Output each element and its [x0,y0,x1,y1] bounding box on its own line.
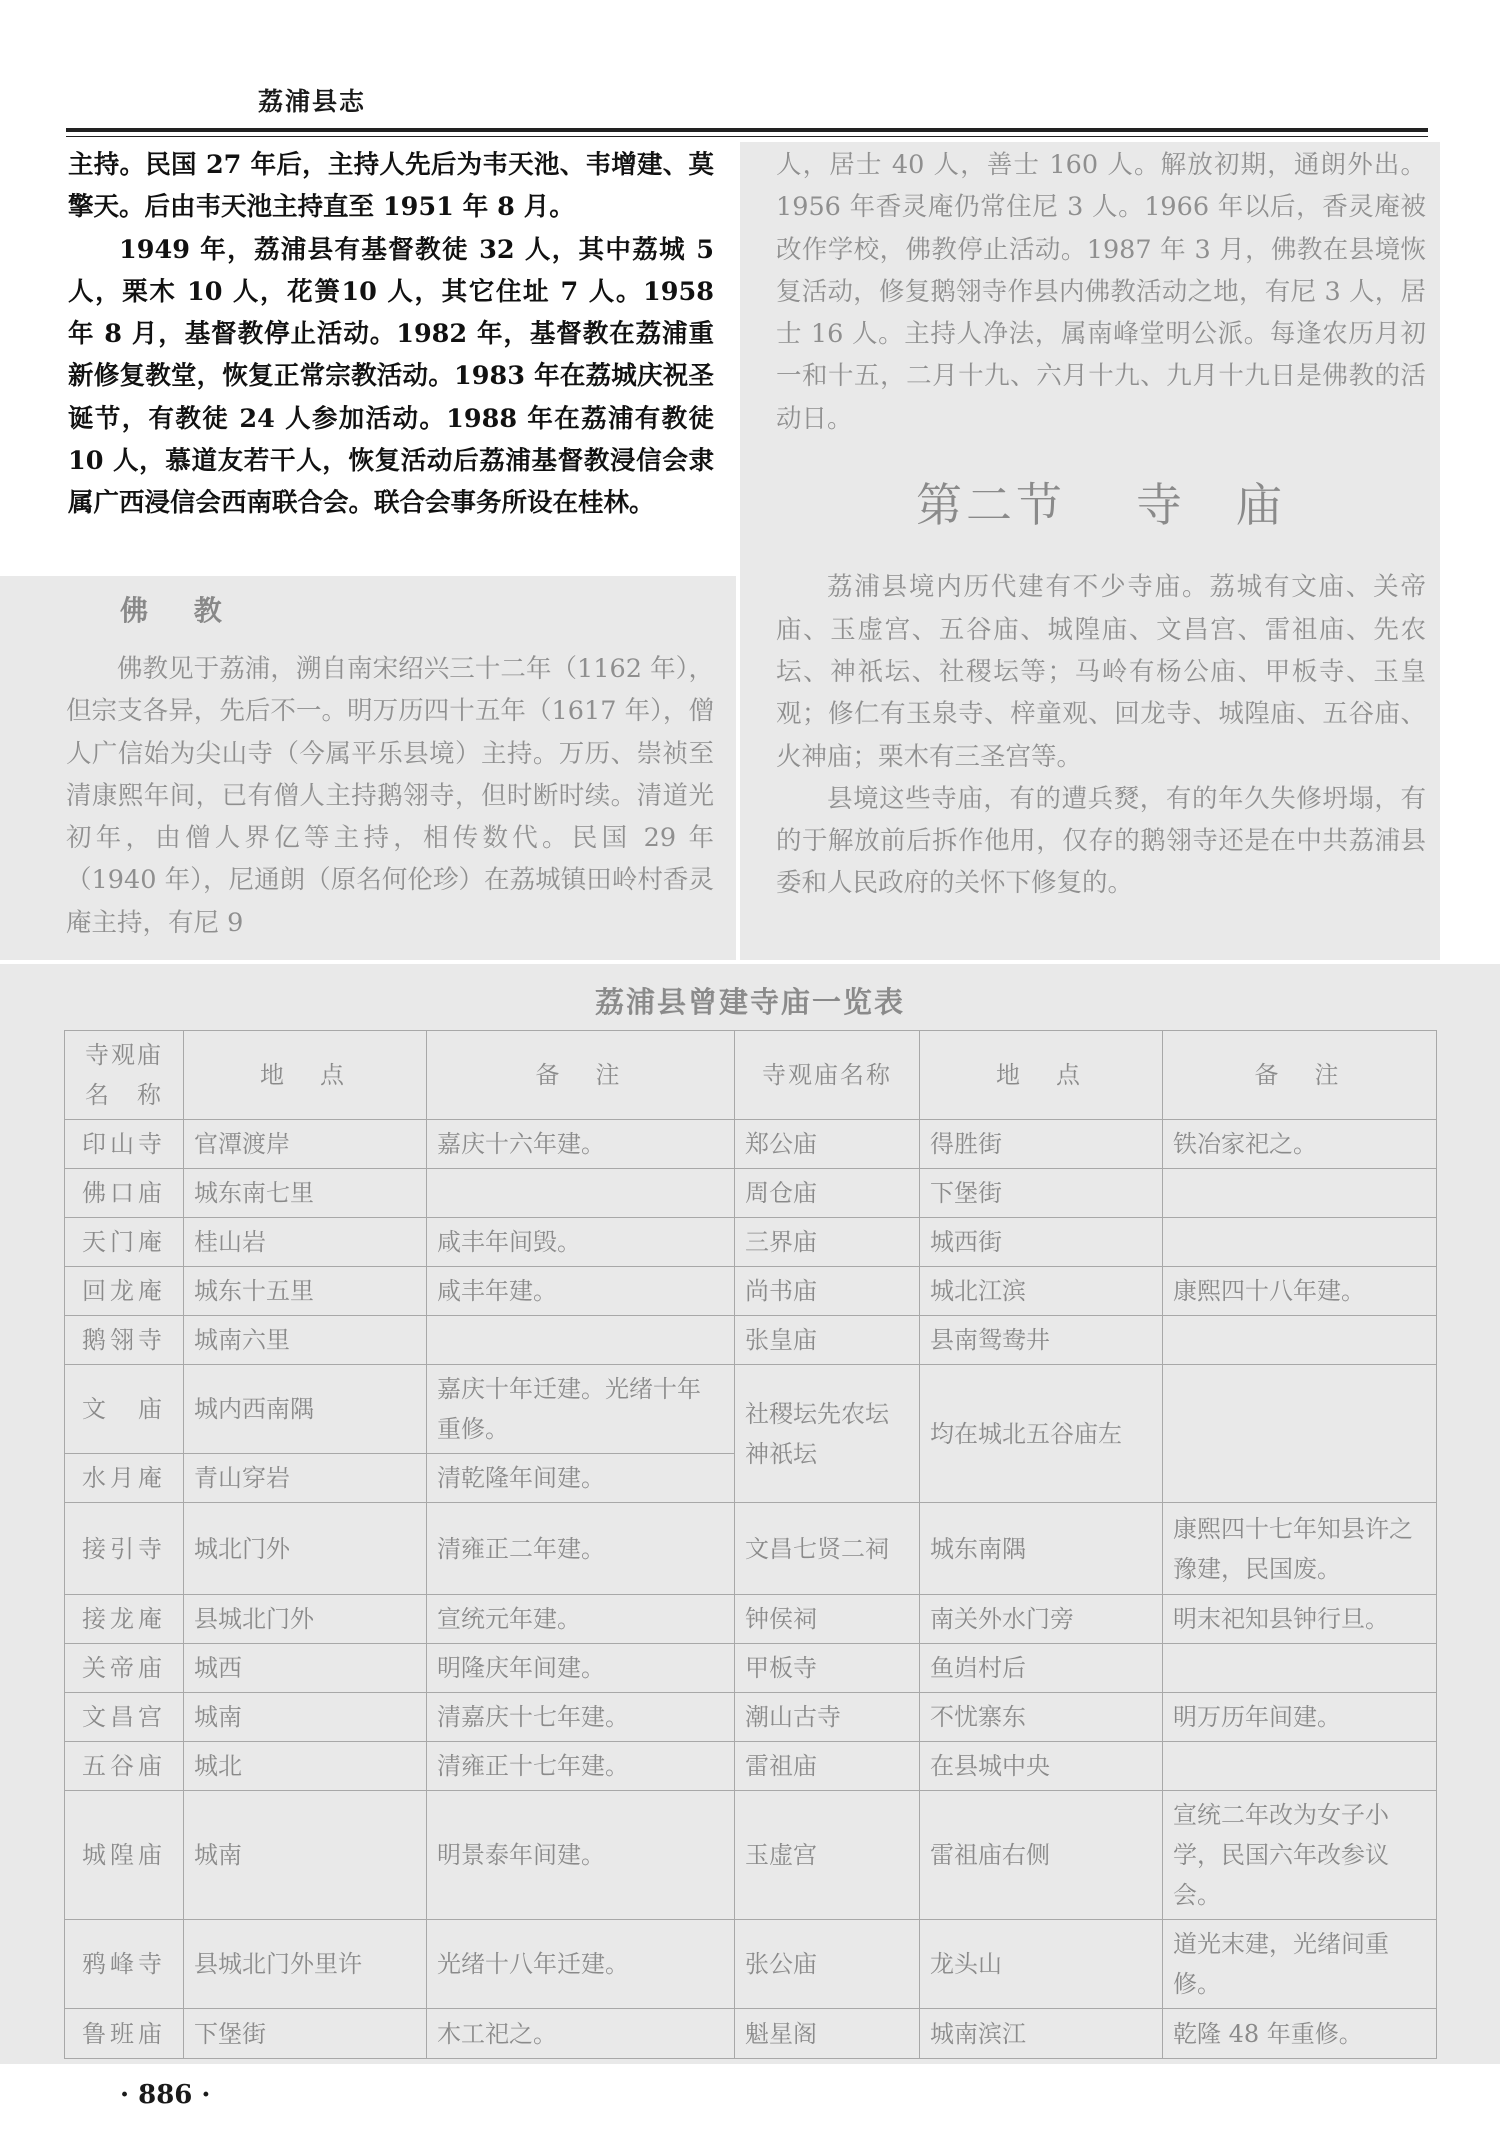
table-title: 荔浦县曾建寺庙一览表 [594,985,905,1019]
temple-name: 文昌宫 [65,1693,184,1742]
table-row [65,1218,1437,1267]
temple-name: 玉虚宫 [735,1791,920,1920]
temple-note: 明景泰年间建。 [427,1791,735,1920]
temple-name: 五谷庙 [65,1742,184,1791]
temple-location: 城南 [184,1693,427,1742]
temple-location: 下堡街 [920,1169,1163,1218]
temple-note [1163,1169,1437,1218]
temple-name: 鸦峰寺 [65,1920,184,2009]
col-header-name: 寺观庙名 称 [65,1031,184,1120]
section-number: 第二节 [916,478,1066,533]
temple-note [427,1169,735,1218]
temple-name: 甲板寺 [735,1644,920,1693]
col-header-note: 备 注 [1163,1031,1437,1120]
paragraph: 县境这些寺庙，有的遭兵燹，有的年久失修坍塌，有的于解放前后拆作他用，仅存的鹅翎寺还是在中共荔浦县委和人民政府的关怀下修复的。 [776,783,1426,899]
temple-location: 雷祖庙右侧 [920,1791,1163,1920]
temple-note: 明末祀知县钟行旦。 [1163,1595,1437,1644]
temple-location: 下堡街 [184,2009,427,2059]
temple-name: 尚书庙 [735,1267,920,1316]
table-header-row [65,1031,1437,1120]
temple-name: 周仓庙 [735,1169,920,1218]
temple-note: 铁冶家祀之。 [1163,1120,1437,1169]
temple-name: 文昌七贤二祠 [735,1503,920,1595]
temple-name: 文 庙 [65,1365,184,1454]
temple-note [1163,1316,1437,1365]
temple-note [1163,1218,1437,1267]
temple-location: 城东十五里 [184,1267,427,1316]
right-column [740,142,1440,960]
col-header-note: 备 注 [427,1031,735,1120]
temple-note: 光绪十八年迁建。 [427,1920,735,2009]
temple-name: 印山寺 [65,1120,184,1169]
table-row [65,1693,1437,1742]
temple-note: 清雍正二年建。 [427,1503,735,1595]
table-row [65,1267,1437,1316]
temple-note: 乾隆 48 年重修。 [1163,2009,1437,2059]
table-row [65,1365,1437,1454]
temple-location: 县城北门外里许 [184,1920,427,2009]
temple-note: 咸丰年建。 [427,1267,735,1316]
table-row [65,1791,1437,1920]
temple-name: 郑公庙 [735,1120,920,1169]
col-header-location: 地 点 [920,1031,1163,1120]
temple-location: 在县城中央 [920,1742,1163,1791]
table-row [65,1920,1437,2009]
temple-name: 钟侯祠 [735,1595,920,1644]
temple-name: 佛口庙 [65,1169,184,1218]
temple-name: 回龙庵 [65,1267,184,1316]
temple-name: 张公庙 [735,1920,920,2009]
table-row [65,1595,1437,1644]
table-row [65,1742,1437,1791]
temple-name: 接龙庵 [65,1595,184,1644]
temple-name: 鹅翎寺 [65,1316,184,1365]
col-header-location: 地 点 [184,1031,427,1120]
temple-name: 关帝庙 [65,1644,184,1693]
table-row [65,1644,1437,1693]
temple-note: 明隆庆年间建。 [427,1644,735,1693]
temples-table [64,1030,1437,2059]
temple-note: 明万历年间建。 [1163,1693,1437,1742]
left-column-buddhism [0,576,736,960]
temple-name: 张皇庙 [735,1316,920,1365]
running-header: 荔浦县志 [258,87,367,116]
temple-location: 城南滨江 [920,2009,1163,2059]
temple-note: 清嘉庆十七年建。 [427,1693,735,1742]
temple-note: 康熙四十七年知县许之豫建，民国废。 [1163,1503,1437,1595]
temple-name: 鲁班庙 [65,2009,184,2059]
header-rule-thick [66,128,1428,132]
temple-location: 南关外水门旁 [920,1595,1163,1644]
temple-note [1163,1742,1437,1791]
temple-location: 龙头山 [920,1920,1163,2009]
temple-note: 清雍正十七年建。 [427,1742,735,1791]
temple-location: 城北 [184,1742,427,1791]
temple-location: 城东南隅 [920,1503,1163,1595]
temple-note: 宣统元年建。 [427,1595,735,1644]
temple-note: 咸丰年间毁。 [427,1218,735,1267]
buddhism-heading: 佛 教 [120,594,240,627]
temple-name: 城隍庙 [65,1791,184,1920]
temple-location: 桂山岩 [184,1218,427,1267]
temple-note [1163,1365,1437,1503]
paragraph: 主持。民国 27 年后，主持人先后为韦天池、韦增建、莫擎天。后由韦天池主持直至 1951 年 8 月。 [68,150,714,223]
temple-note: 道光末建，光绪间重修。 [1163,1920,1437,2009]
table-row [65,1503,1437,1595]
temple-note: 嘉庆十六年建。 [427,1120,735,1169]
section-name: 寺 庙 [1136,478,1286,533]
temple-location: 鱼岿村后 [920,1644,1163,1693]
left-column-christianity [66,142,720,576]
temple-location: 得胜街 [920,1120,1163,1169]
header-rule-thin [66,136,1428,137]
temple-note: 嘉庆十年迁建。光绪十年重修。 [427,1365,735,1454]
temple-location: 不忧寨东 [920,1693,1163,1742]
table-row [65,2009,1437,2059]
section-title [776,478,1426,533]
table-row [65,1316,1437,1365]
temple-location: 城西 [184,1644,427,1693]
temple-name: 魁星阁 [735,2009,920,2059]
temple-location: 城北门外 [184,1503,427,1595]
temple-note: 康熙四十八年建。 [1163,1267,1437,1316]
paragraph: 荔浦县境内历代建有不少寺庙。荔城有文庙、关帝庙、玉虚宫、五谷庙、城隍庙、文昌宫、雷祖庙、先农坛、神祇坛、社稷坛等；马岭有杨公庙、甲板寺、玉皇观；修仁有玉泉寺、梓童观、回龙寺、城隍庙、五谷庙、火神庙；栗木有三圣宫等。 [776,572,1426,772]
temple-location: 城南 [184,1791,427,1920]
temple-name: 三界庙 [735,1218,920,1267]
temple-name: 雷祖庙 [735,1742,920,1791]
temple-location: 城东南七里 [184,1169,427,1218]
temple-location: 青山穿岩 [184,1454,427,1503]
temple-location: 城西街 [920,1218,1163,1267]
temple-location: 县城北门外 [184,1595,427,1644]
temple-location: 城北江滨 [920,1267,1163,1316]
temple-name: 水月庵 [65,1454,184,1503]
paragraph: 佛教见于荔浦，溯自南宋绍兴三十二年（1162 年），但宗支各异，先后不一。明万历四十五年（1617 年），僧人广信始为尖山寺（今属平乐县境）主持。万历、崇祯至清康熙年间，已有僧人主持鹅翎寺，但时断时续。清道光初年，由僧人界亿等主持，相传数代。民国 29 年（1940 年），尼通朗（原名何伦珍）在荔城镇田岭村香灵庵主持，有尼 9 [66,654,714,938]
temple-note [427,1316,735,1365]
paragraph: 人，居士 40 人，善士 160 人。解放初期，通朗外出。1956 年香灵庵仍常住尼 3 人。1966 年以后，香灵庵被改作学校，佛教停止活动。1987 年 3 月，佛教在县境恢复活动，修复鹅翎寺作县内佛教活动之地，有尼 3 人，居士 16 人。主持人净法，属南峰堂明公派。每逢农历月初一和十五，二月十九、六月十九、九月十九日是佛教的活动日。 [776,150,1426,434]
paragraph: 1949 年，荔浦县有基督教徒 32 人，其中荔城 5 人，栗木 10 人，花箦10 人，其它住址 7 人。1958 年 8 月，基督教停止活动。1982 年，基督教在荔浦重新修复教堂，恢复正常宗教活动。1983 年在荔城庆祝圣诞节，有教徒 24 人参加活动。1988 年在荔浦有教徒 10 人，慕道友若干人，恢复活动后荔浦基督教浸信会隶属广西浸信会西南联合会。联合会事务所设在桂林。 [68,234,714,519]
temple-note [1163,1644,1437,1693]
temple-note: 宣统二年改为女子小学，民国六年改参议会。 [1163,1791,1437,1920]
temple-name: 社稷坛先农坛神祇坛 [735,1365,920,1503]
temple-name: 天门庵 [65,1218,184,1267]
temple-location: 官潭渡岸 [184,1120,427,1169]
temple-location: 城南六里 [184,1316,427,1365]
temple-name: 接引寺 [65,1503,184,1595]
temple-name: 潮山古寺 [735,1693,920,1742]
table-row [65,1120,1437,1169]
temple-location: 城内西南隅 [184,1365,427,1454]
table-row [65,1169,1437,1218]
temple-location: 均在城北五谷庙左 [920,1365,1163,1503]
temple-note: 木工祀之。 [427,2009,735,2059]
temple-location: 县南鸳鸯井 [920,1316,1163,1365]
temple-note: 清乾隆年间建。 [427,1454,735,1503]
col-header-name: 寺观庙名称 [735,1031,920,1120]
page-number: · 886 · [120,2080,211,2110]
